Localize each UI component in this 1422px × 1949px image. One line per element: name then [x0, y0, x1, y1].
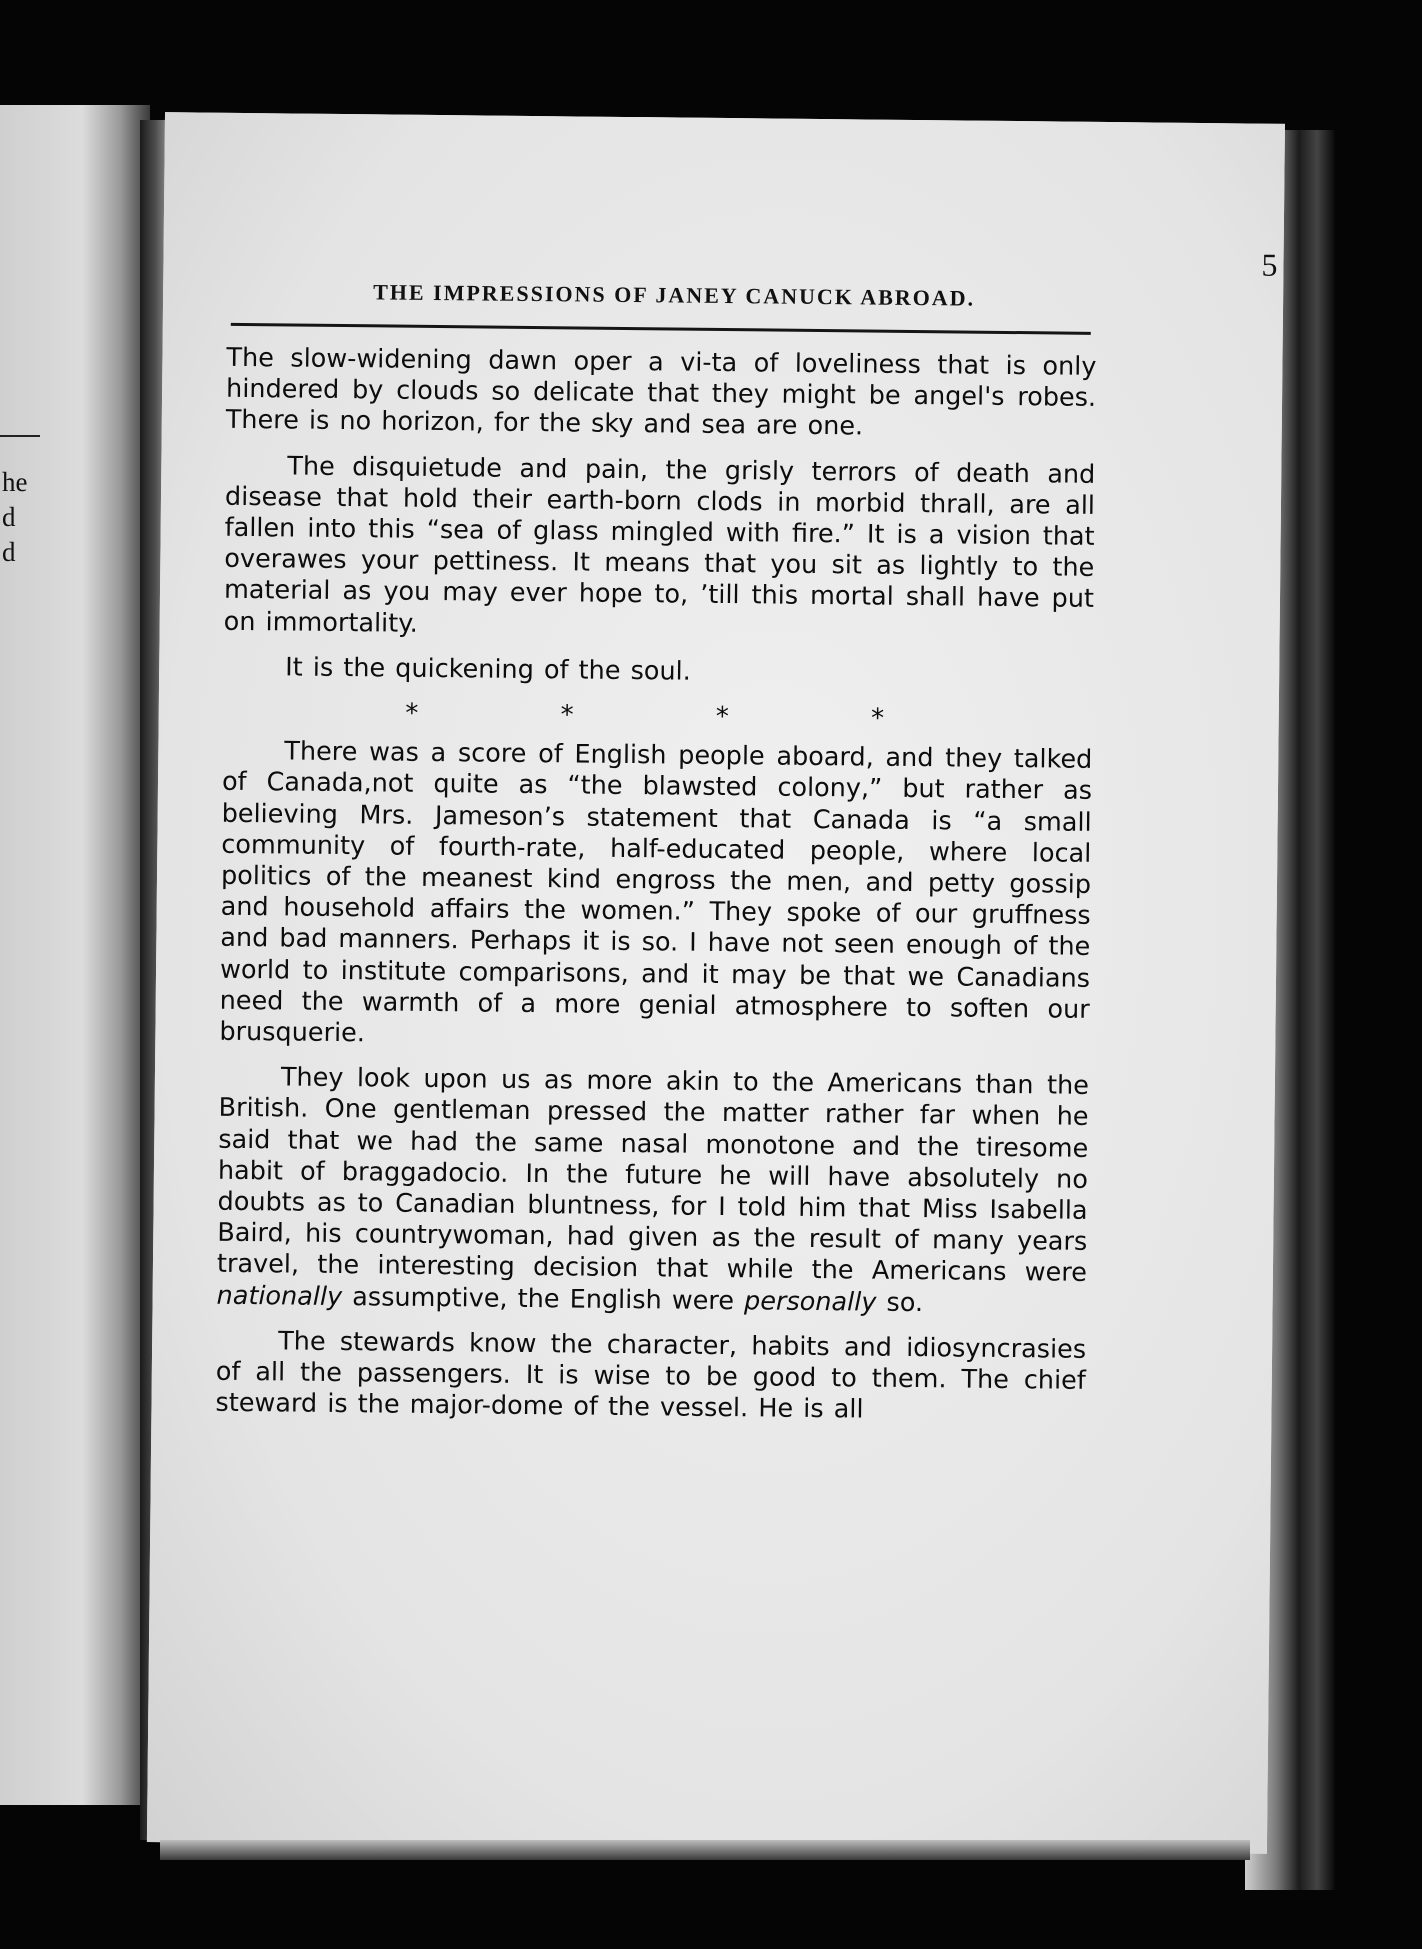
- paragraph: There was a score of English people aboard, and they talked of Canada,not quite as “the blawsted colony,” but rather as believing Mrs. Jameson’s statement that Canada is “a small community of fourth-rate, half-educated people, where local politics of the meanest kind engross the men, and petty gossip and household affairs the women.” They spoke of our gruffness and bad manners. Perhaps it is so. I have not seen enough of the world to institute comparisons, and it may be that we Canadians need the warmth of a more genial atmosphere to soften our brusquerie.: [219, 736, 1093, 1049]
- paragraph: The disquietude and pain, the grisly terrors of death and disease that hold their earth-born clods in morbid thrall, are all fallen into this “sea of glass mingled with fire.” It is a vision that overawes your pettiness. It means that you sit as lightly to the material as you may ever hope to, ’till this mortal shall have put on immortality.: [223, 451, 1096, 639]
- paragraph: It is the quickening of the soul.: [285, 652, 691, 687]
- paragraph: [216, 1062, 1089, 1321]
- paragraph: The stewards know the character, habits and idiosyncrasies of all the passengers. It is wise to be good to them. The chief steward is the major-dome of the vessel. He is all: [215, 1326, 1087, 1425]
- italic-word: nationally: [216, 1280, 343, 1312]
- running-head: THE IMPRESSIONS OF JANEY CANUCK ABROAD.: [373, 279, 976, 311]
- page-number: 5: [1261, 246, 1278, 283]
- paragraph-text: so.: [876, 1287, 924, 1318]
- header-rule: [231, 323, 1091, 335]
- section-break: * * * *: [405, 698, 951, 735]
- left-facing-page: [0, 105, 150, 1805]
- paragraph: The slow-widening dawn oper a vi-ta of loveliness that is only hindered by clouds so delicate that they might be angel's robes. There is no horizon, for the sky and sea are one.: [225, 342, 1097, 442]
- paragraph-text: They look upon us as more akin to the Americans than the British. One gentleman pressed the matter rather far when he said that we had the same nasal monotone and the tiresome habit of braggadocio. In the future he will have absolutely no doubts as to Canadian bluntness, for I told him that Miss Isabella Baird, his countrywoman, had given as the result of many years travel, the interesting decision that while the Americans were: [216, 1062, 1090, 1289]
- paragraph-text: assumptive, the English were: [342, 1281, 745, 1316]
- page-bottom-edge: [160, 1840, 1250, 1860]
- italic-word: personally: [743, 1285, 877, 1318]
- left-page-edge-text: he d d: [2, 467, 28, 567]
- body-text: [215, 343, 1096, 1443]
- left-page-rule: [0, 435, 40, 437]
- book-page: [147, 112, 1285, 1854]
